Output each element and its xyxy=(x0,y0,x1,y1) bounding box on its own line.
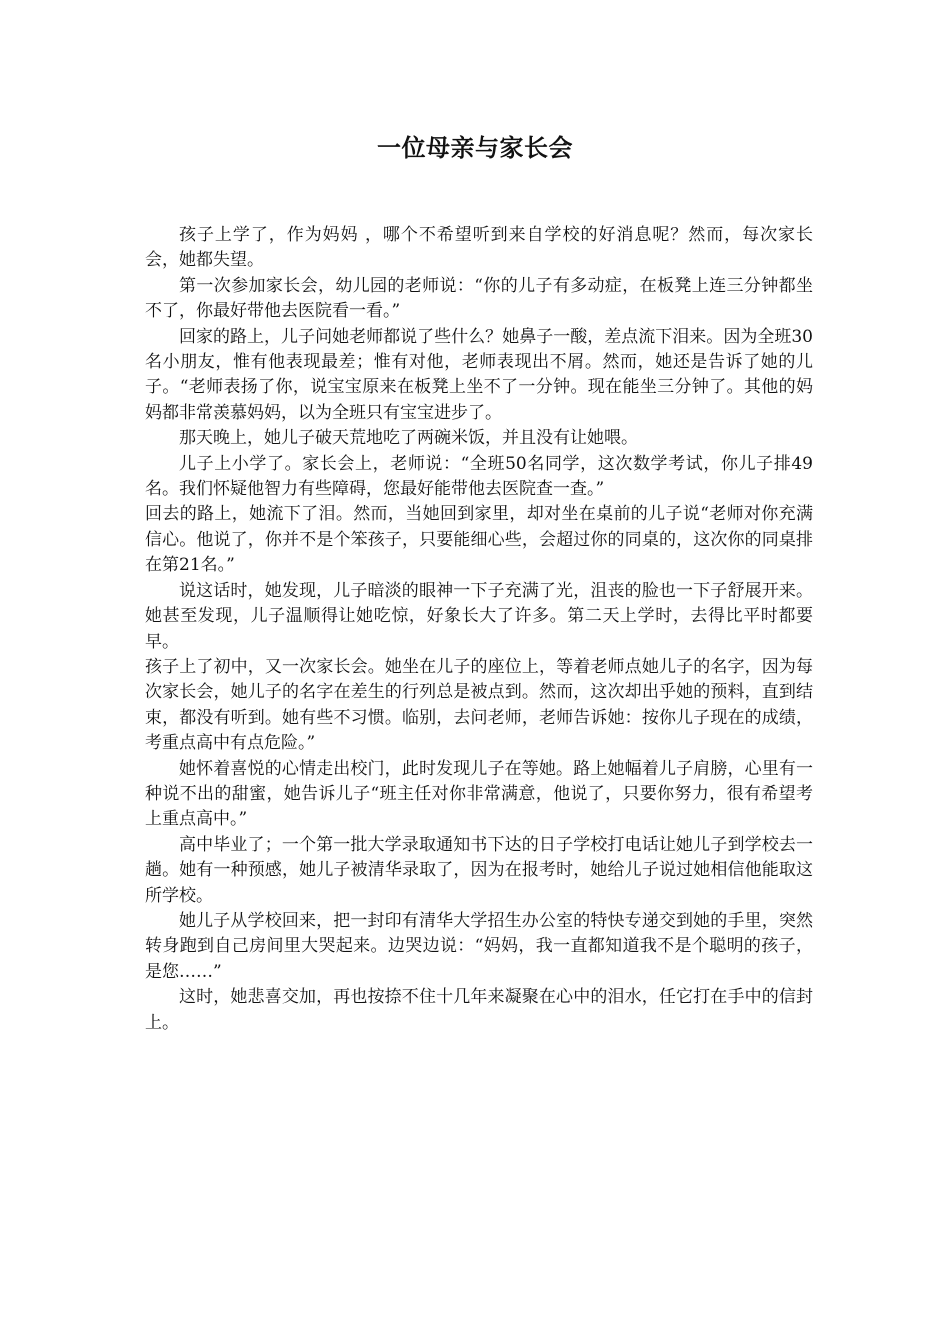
paragraph-9: 她怀着喜悦的心情走出校门，此时发现儿子在等她。路上她幅着儿子肩膀，心里有一种说不出的甜蜜，她告诉儿子“班主任对你非常满意，他说了，只要你努力，很有希望考上重点高中。” xyxy=(145,758,813,830)
paragraph-6: 回去的路上，她流下了泪。然而，当她回到家里，却对坐在桌前的儿子说“老师对你充满信心。他说了，你并不是个笨孩子，只要能细心些，会超过你的同桌的，这次你的同桌排在第21名。” xyxy=(145,504,813,576)
paragraph-4: 那天晚上，她儿子破天荒地吃了两碗米饭，并且没有让她喂。 xyxy=(179,428,638,449)
paragraph-3: 回家的路上，儿子问她老师都说了些什么？她鼻子一酸，差点流下泪来。因为全班30名小朋友，惟有他表现最差；惟有对他，老师表现出不屑。然而，她还是告诉了她的儿子。“老师表扬了你，说宝宝原来在板凳上坐不了一分钟。现在能坐三分钟了。其他的妈妈都非常羡慕妈妈，以为全班只有宝宝进步了。 xyxy=(145,326,813,423)
paragraph-2: 第一次参加家长会，幼儿园的老师说：“你的儿子有多动症，在板凳上连三分钟都坐不了，你最好带他去医院看一看。” xyxy=(145,275,813,322)
paragraph-11: 她儿子从学校回来，把一封印有清华大学招生办公室的特快专递交到她的手里，突然转身跑到自己房间里大哭起来。边哭边说：“妈妈，我一直都知道我不是个聪明的孩子，是您……” xyxy=(145,910,813,982)
paragraph-5: 儿子上小学了。家长会上，老师说：“全班50名同学，这次数学考试，你儿子排49名。我们怀疑他智力有些障碍，您最好能带他去医院查一查。” xyxy=(145,453,813,500)
paragraph-10: 高中毕业了；一个第一批大学录取通知书下达的日子学校打电话让她儿子到学校去一趟。她有一种预感，她儿子被清华录取了，因为在报考时，她给儿子说过她相信他能取这所学校。 xyxy=(145,834,813,906)
paragraph-8: 孩子上了初中，又一次家长会。她坐在儿子的座位上，等着老师点她儿子的名字，因为每次家长会，她儿子的名字在差生的行列总是被点到。然而，这次却出乎她的预料，直到结束，都没有听到。她有些不习惯。临别，去问老师，老师告诉她：按你儿子现在的成绩，考重点高中有点危险。” xyxy=(145,656,813,754)
paragraph-7: 说这话时，她发现，儿子暗淡的眼神一下子充满了光，沮丧的脸也一下子舒展开来。她甚至发现，儿子温顺得让她吃惊，好象长大了许多。第二天上学时，去得比平时都要早。 xyxy=(145,580,813,652)
document-title: 一位母亲与家长会 xyxy=(377,134,573,162)
paragraph-1: 孩子上学了，作为妈妈 ，哪个不希望听到来自学校的好消息呢？然而，每次家长会，她都失望。 xyxy=(145,225,813,271)
document-body xyxy=(145,223,813,1036)
paragraph-12: 这时，她悲喜交加，再也按捺不住十几年来凝聚在心中的泪水，任它打在手中的信封上。 xyxy=(145,987,813,1033)
